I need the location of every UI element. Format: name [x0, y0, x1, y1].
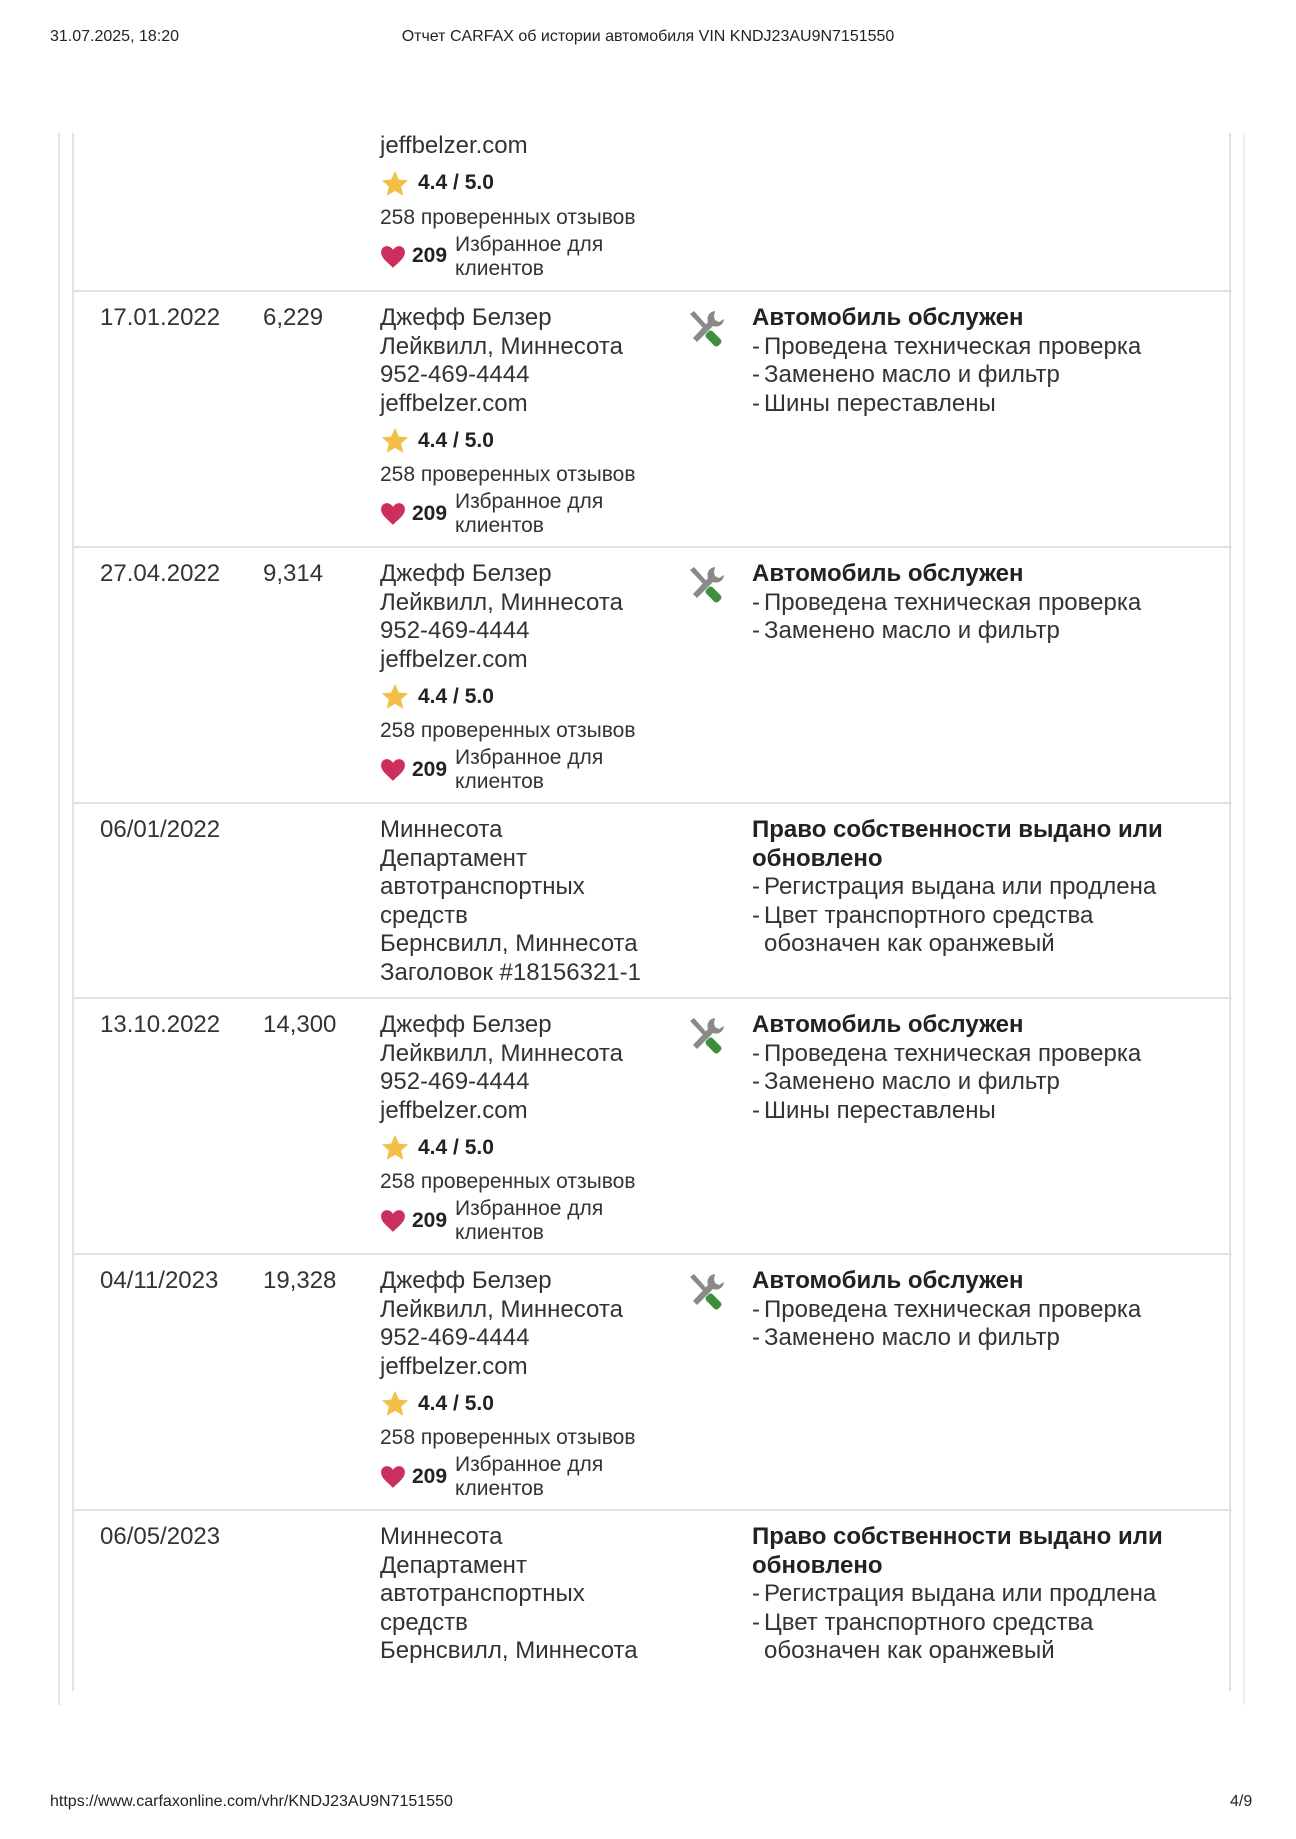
record-details: [752, 1267, 1212, 1353]
star-icon: [380, 1389, 410, 1419]
detail-item: - Цвет транспортного средства обозначен как оранжевый: [752, 1609, 1212, 1666]
record-title: Автомобиль обслужен: [752, 304, 1024, 331]
source-line: Лейквилл, Миннесота: [380, 1295, 623, 1323]
source-line: Заголовок #18156321-1: [380, 958, 641, 986]
odometer-reading: 6,229: [263, 304, 324, 331]
source-line: Лейквилл, Миннесота: [380, 588, 623, 616]
source-info: [380, 1267, 680, 1501]
row-divider: [73, 1509, 1232, 1511]
source-name: Джефф Белзер: [380, 304, 552, 331]
source-name: Миннесота: [380, 816, 503, 843]
print-datetime: 31.07.2025, 18:20: [50, 28, 180, 45]
record-title: Автомобиль обслужен: [752, 1011, 1024, 1038]
source-info: [380, 1011, 680, 1245]
detail-item: - Цвет транспортного средства обозначен как оранжевый: [752, 902, 1212, 959]
detail-item: - Регистрация выдана или продлена: [752, 1580, 1212, 1609]
dealer-website[interactable]: jeffbelzer.com: [380, 1096, 528, 1124]
record-date: 17.01.2022: [100, 304, 221, 331]
source-info: [380, 1523, 680, 1666]
dealer-rating: 4.4 / 5.0: [380, 1133, 680, 1163]
dealer-rating: 4.4 / 5.0: [380, 169, 680, 199]
frame-inner-left: [72, 133, 74, 1691]
detail-item: - Регистрация выдана или продлена: [752, 873, 1212, 902]
record-details: [752, 560, 1212, 646]
row-divider: [73, 546, 1232, 548]
source-line: Департамент: [380, 1551, 527, 1579]
heart-icon: [380, 244, 406, 270]
record-details: [752, 816, 1212, 959]
detail-item: - Заменено масло и фильтр: [752, 361, 1212, 390]
record-date: 27.04.2022: [100, 560, 221, 587]
odometer-reading: 19,328: [263, 1267, 337, 1294]
source-line: Департамент: [380, 844, 527, 872]
odometer-reading: 9,314: [263, 560, 324, 587]
source-info: [380, 816, 680, 987]
service-tools-icon: [685, 564, 729, 608]
source-info: [380, 560, 680, 794]
favorites: 209 Избранное для клиентов: [380, 1453, 680, 1501]
row-divider: [73, 1253, 1232, 1255]
source-line: Бернсвилл, Миннесота: [380, 1637, 638, 1664]
dealer-rating: 4.4 / 5.0: [380, 682, 680, 712]
detail-item: - Заменено масло и фильтр: [752, 1324, 1212, 1353]
detail-item: - Проведена техническая проверка: [752, 1040, 1212, 1069]
source-name: Джефф Белзер: [380, 560, 552, 587]
record-title: Право собственности выдано или обновлено: [752, 1523, 1163, 1579]
source-line: Бернсвилл, Миннесота: [380, 930, 638, 957]
record-date: 04/11/2023: [100, 1267, 219, 1294]
detail-item: - Шины переставлены: [752, 1097, 1212, 1126]
source-line: автотранспортных: [380, 873, 585, 900]
heart-icon: [380, 1464, 406, 1490]
source-line: 952-469-4444: [380, 361, 530, 388]
record-title: Право собственности выдано или обновлено: [752, 816, 1163, 872]
reviews-count: 258 проверенных отзывов: [380, 719, 636, 742]
dealer-website[interactable]: jeffbelzer.com: [380, 645, 528, 673]
source-line: 952-469-4444: [380, 1068, 530, 1095]
row-divider: [73, 997, 1232, 999]
dealer-website[interactable]: jeffbelzer.com: [380, 1352, 528, 1380]
reviews-count: 258 проверенных отзывов: [380, 463, 636, 486]
dealer-rating: 4.4 / 5.0: [380, 1389, 680, 1419]
page-title: Отчет CARFAX об истории автомобиля VIN KNDJ23AU9N7151550: [401, 28, 895, 45]
service-tools-icon: [685, 308, 729, 352]
dealer-website[interactable]: jeffbelzer.com: [380, 389, 528, 417]
page-number: 4/9: [1230, 1793, 1253, 1810]
reviews-count: 258 проверенных отзывов: [380, 1170, 636, 1193]
record-title: Автомобиль обслужен: [752, 560, 1024, 587]
star-icon: [380, 1133, 410, 1163]
source-line: 952-469-4444: [380, 1324, 530, 1351]
row-divider: [73, 290, 1232, 292]
record-date: 06/01/2022: [100, 816, 221, 843]
record-continued: [75, 130, 1230, 290]
dealer-rating: 4.4 / 5.0: [380, 426, 680, 456]
source-info: [380, 304, 680, 538]
source-line: Лейквилл, Миннесота: [380, 332, 623, 360]
service-tools-icon: [685, 1015, 729, 1059]
detail-item: - Проведена техническая проверка: [752, 1296, 1212, 1325]
source-name: Джефф Белзер: [380, 1011, 552, 1038]
source-info: [380, 132, 680, 281]
record-date: 13.10.2022: [100, 1011, 221, 1038]
detail-item: - Заменено масло и фильтр: [752, 617, 1212, 646]
detail-item: - Проведена техническая проверка: [752, 589, 1212, 618]
source-line: Лейквилл, Миннесота: [380, 1039, 623, 1067]
heart-icon: [380, 1208, 406, 1234]
source-line: средств: [380, 901, 468, 929]
record-details: [752, 1523, 1212, 1666]
favorites: 209 Избранное для клиентов: [380, 233, 680, 281]
row-divider: [73, 802, 1232, 804]
service-tools-icon: [685, 1271, 729, 1315]
star-icon: [380, 169, 410, 199]
star-icon: [380, 682, 410, 712]
record-title: Автомобиль обслужен: [752, 1267, 1024, 1294]
favorites: 209 Избранное для клиентов: [380, 490, 680, 538]
heart-icon: [380, 757, 406, 783]
record-date: 06/05/2023: [100, 1523, 221, 1550]
detail-item: - Шины переставлены: [752, 390, 1212, 419]
source-line: автотранспортных: [380, 1580, 585, 1607]
odometer-reading: 14,300: [263, 1011, 337, 1038]
frame-outer-left: [58, 133, 60, 1705]
source-line: средств: [380, 1608, 468, 1636]
source-name: Миннесота: [380, 1523, 503, 1550]
source-name: Джефф Белзер: [380, 1267, 552, 1294]
detail-item: - Проведена техническая проверка: [752, 333, 1212, 362]
reviews-count: 258 проверенных отзывов: [380, 1426, 636, 1449]
frame-inner-right: [1229, 133, 1231, 1691]
favorites: 209 Избранное для клиентов: [380, 1197, 680, 1245]
record-details: [752, 1011, 1212, 1125]
heart-icon: [380, 501, 406, 527]
favorites: 209 Избранное для клиентов: [380, 746, 680, 794]
record-details: [752, 304, 1212, 418]
detail-item: - Заменено масло и фильтр: [752, 1068, 1212, 1097]
frame-outer-right: [1243, 133, 1245, 1705]
dealer-website[interactable]: jeffbelzer.com: [380, 132, 528, 159]
page-url: https://www.carfaxonline.com/vhr/KNDJ23AU9N7151550: [50, 1793, 453, 1810]
source-line: 952-469-4444: [380, 617, 530, 644]
reviews-count: 258 проверенных отзывов: [380, 205, 636, 229]
star-icon: [380, 426, 410, 456]
